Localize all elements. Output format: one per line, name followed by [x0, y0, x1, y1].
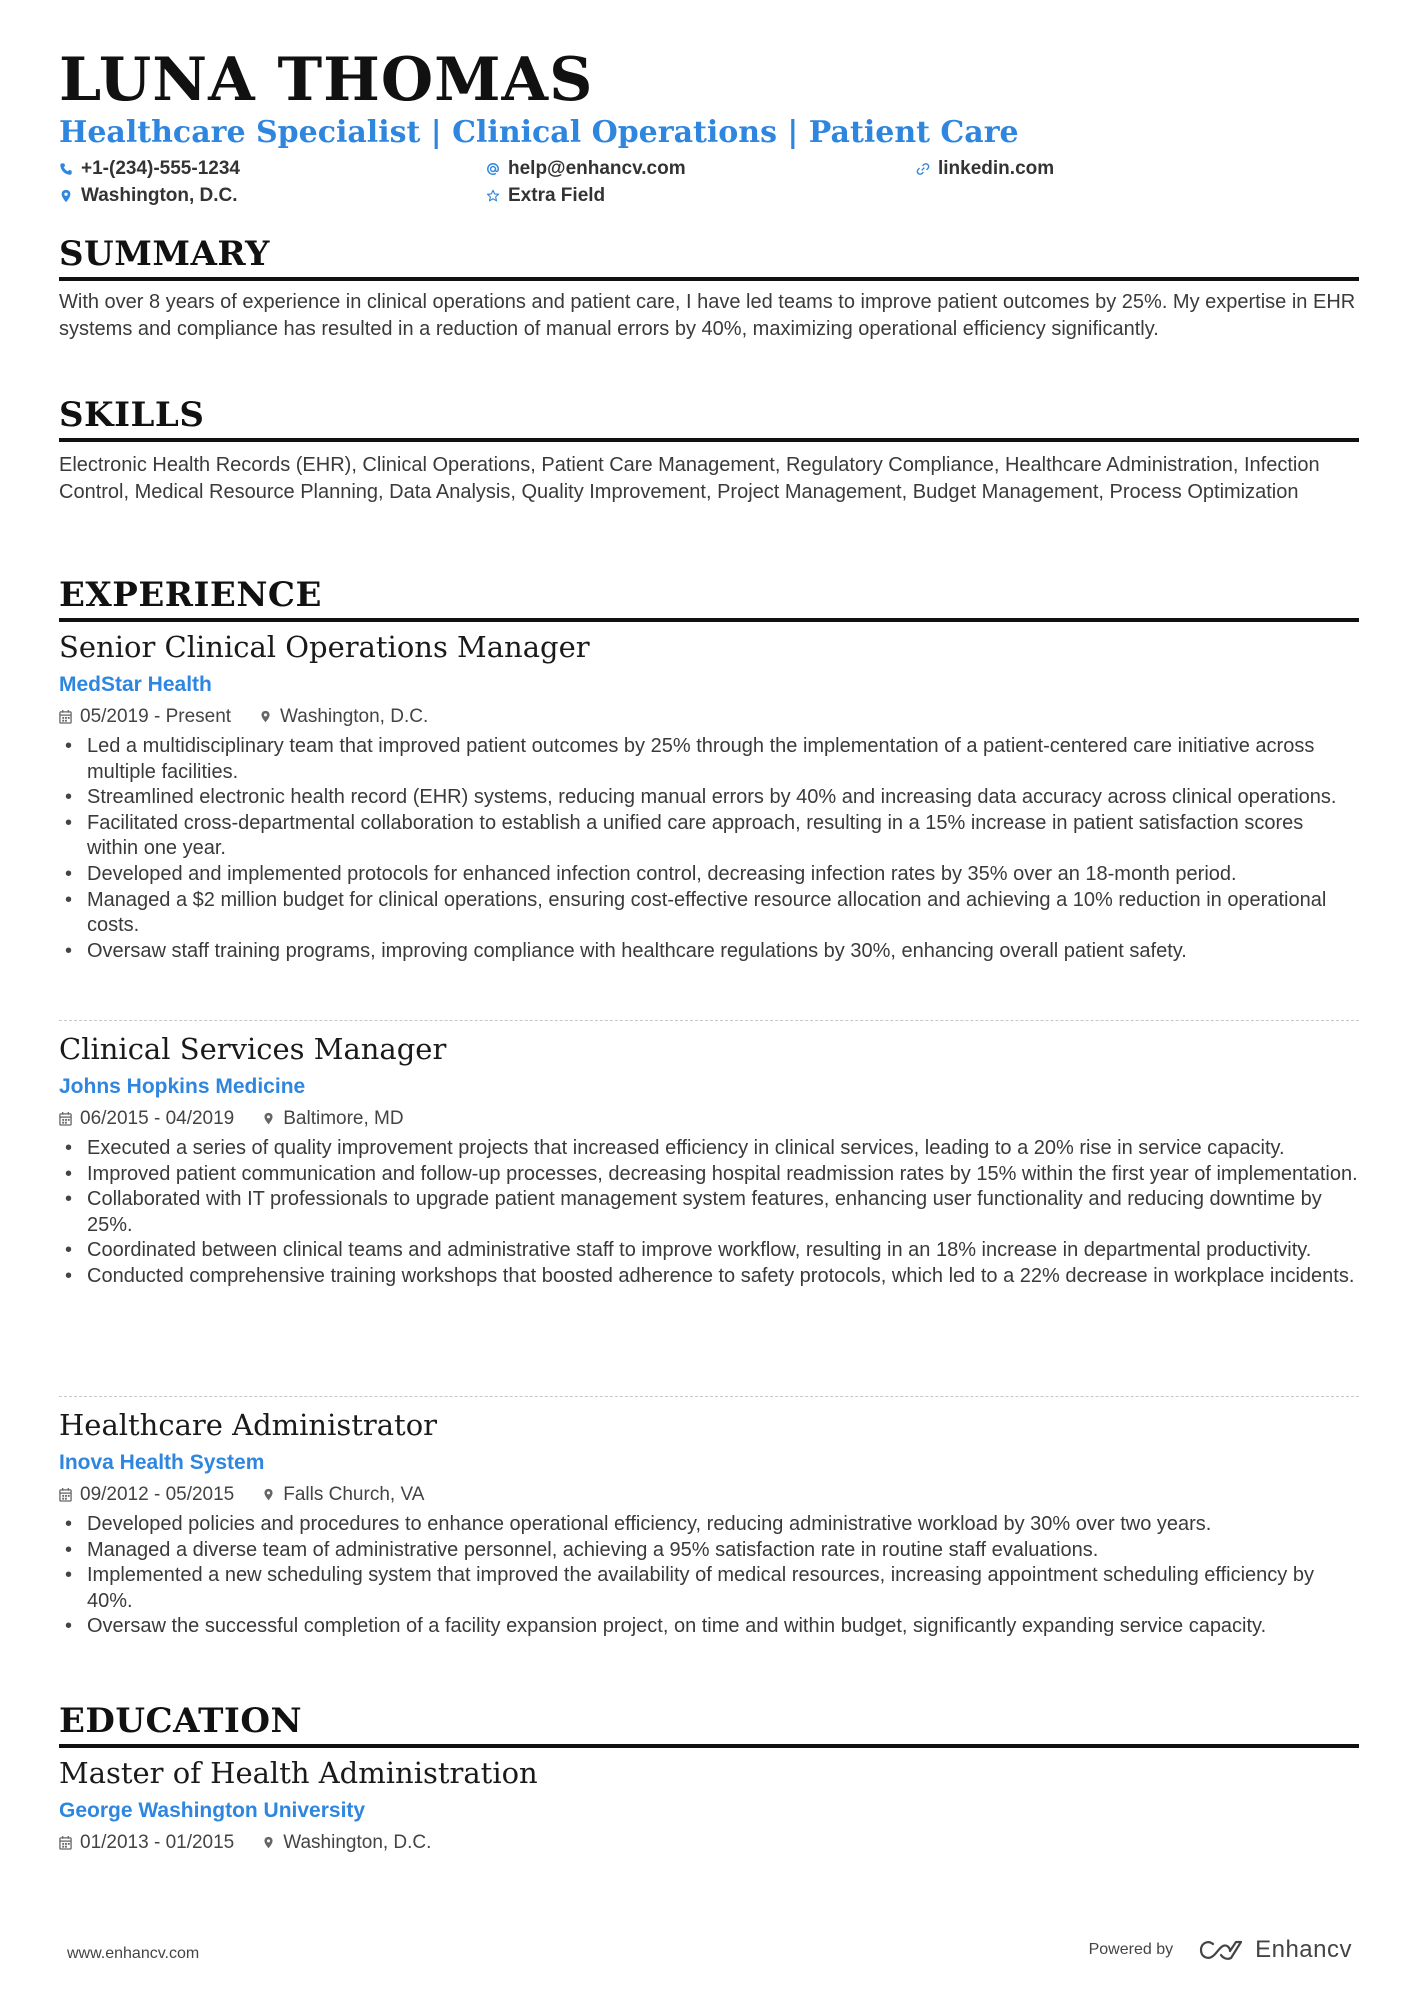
job-location-text: Washington, D.C.: [280, 706, 429, 727]
skills-heading: SKILLS: [59, 398, 1359, 442]
at-sign-icon: [486, 161, 500, 177]
job-title: Clinical Services Manager: [59, 1032, 447, 1066]
job-bullets: [59, 734, 1359, 964]
link-icon: [916, 161, 930, 177]
job-location: [259, 707, 428, 726]
job-dates: 05/2019 - Present: [80, 706, 232, 727]
contact-location: [59, 185, 238, 207]
job-dates: 06/2015 - 04/2019: [80, 1108, 235, 1129]
job-company[interactable]: Inova Health System: [59, 1451, 265, 1474]
calendar-icon: [59, 1835, 72, 1850]
job-bullet: • Streamlined electronic health record (EHR) systems, reducing manual errors by 40% and increasing data accuracy across clinical operations.: [59, 785, 1359, 811]
map-pin-icon: [262, 1835, 275, 1850]
summary-text: With over 8 years of experience in clinical operations and patient care, I have led teams to improve patient outcomes by 25%. My expertise in EHR systems and compliance has resulted in a reduction of manual errors by 40%, maximizing operational efficiency significantly.: [59, 291, 1356, 340]
job-location-text: Falls Church, VA: [283, 1484, 425, 1505]
job-bullet: • Collaborated with IT professionals to upgrade patient management system features, enhancing user functionality and reducing downtime by 25%.: [59, 1187, 1359, 1238]
job-divider: [59, 1396, 1359, 1397]
summary-heading: SUMMARY: [59, 237, 1359, 281]
job-bullet: • Improved patient communication and follow-up processes, decreasing hospital readmission rates by 15% within the first year of implementation.: [59, 1162, 1359, 1188]
summary-section: [59, 234, 1359, 343]
phone-text: +1-(234)-555-1234: [81, 158, 240, 179]
education-meta: [59, 1833, 1359, 1852]
job-bullet: • Implemented a new scheduling system that improved the availability of medical resources, increasing appointment scheduling efficiency by 40%.: [59, 1563, 1359, 1614]
job-dates: 09/2012 - 05/2015: [80, 1484, 235, 1505]
job-entry: [59, 630, 1359, 964]
job-bullet: • Managed a $2 million budget for clinical operations, ensuring cost-effective resource allocation and achieving a 10% reduction in operational costs.: [59, 888, 1359, 939]
calendar-icon: [59, 709, 72, 724]
skills-section: [59, 395, 1359, 506]
job-bullet: • Led a multidisciplinary team that improved patient outcomes by 25% through the implementation of a patient-centered care initiative across multiple facilities.: [59, 734, 1359, 785]
map-pin-icon: [262, 1487, 275, 1502]
job-bullet: • Coordinated between clinical teams and administrative staff to improve workflow, resulting in an 18% increase in departmental productivity.: [59, 1238, 1359, 1264]
job-bullets: [59, 1512, 1359, 1640]
job-location-text: Baltimore, MD: [283, 1108, 404, 1129]
candidate-name: LUNA THOMAS: [59, 45, 594, 115]
job-divider: [59, 1020, 1359, 1021]
job-company[interactable]: MedStar Health: [59, 673, 212, 696]
contact-phone[interactable]: [59, 158, 240, 180]
experience-section: [59, 575, 1359, 622]
education-location-text: Washington, D.C.: [283, 1832, 432, 1853]
contact-linkedin[interactable]: [916, 158, 1054, 180]
job-title: Senior Clinical Operations Manager: [59, 630, 590, 664]
job-location: [262, 1485, 424, 1504]
education-section: [59, 1701, 1359, 1748]
job-location: [262, 1109, 403, 1128]
job-entry: [59, 1408, 1359, 1640]
degree-title: Master of Health Administration: [59, 1756, 538, 1790]
star-icon: [486, 188, 500, 204]
job-title: Healthcare Administrator: [59, 1408, 438, 1442]
map-pin-icon: [262, 1111, 275, 1126]
education-dates: 01/2013 - 01/2015: [80, 1832, 235, 1853]
skills-text: Electronic Health Records (EHR), Clinical Operations, Patient Care Management, Regulatory Compliance, Healthcare Administration, Infection Control, Medical Resource Planning, Data Analysis, Quality Improvement, Project Management, Budget Management, Process Optimization: [59, 454, 1320, 503]
footer-website[interactable]: www.enhancv.com: [67, 1945, 200, 1962]
experience-heading: EXPERIENCE: [59, 578, 1359, 622]
job-bullets: [59, 1136, 1359, 1290]
map-pin-icon: [259, 709, 272, 724]
job-bullet: • Executed a series of quality improvement projects that increased efficiency in clinical services, leading to a 20% rise in service capacity.: [59, 1136, 1359, 1162]
job-meta: [59, 1109, 1359, 1128]
location-text: Washington, D.C.: [81, 185, 238, 206]
contact-email[interactable]: [486, 158, 686, 180]
powered-by-text: Powered by: [1088, 1941, 1174, 1958]
candidate-title: Healthcare Specialist | Clinical Operations | Patient Care: [59, 115, 1019, 150]
job-bullet: • Facilitated cross-departmental collaboration to establish a unified care approach, resulting in a 15% increase in patient satisfaction scores within one year.: [59, 811, 1359, 862]
job-bullet: • Oversaw the successful completion of a facility expansion project, on time and within budget, significantly expanding service capacity.: [59, 1614, 1359, 1640]
school-name[interactable]: George Washington University: [59, 1799, 366, 1822]
job-bullet: • Oversaw staff training programs, improving compliance with healthcare regulations by 30%, enhancing overall patient safety.: [59, 939, 1359, 965]
job-company[interactable]: Johns Hopkins Medicine: [59, 1075, 306, 1098]
job-meta: [59, 1485, 1359, 1504]
email-text: help@enhancv.com: [508, 158, 686, 179]
job-bullet: • Developed policies and procedures to enhance operational efficiency, reducing administrative workload by 30% over two years.: [59, 1512, 1359, 1538]
job-bullet: • Managed a diverse team of administrative personnel, achieving a 95% satisfaction rate in routine staff evaluations.: [59, 1538, 1359, 1564]
extra-field-text: Extra Field: [508, 185, 606, 206]
linkedin-text: linkedin.com: [938, 158, 1055, 179]
education-entry: [59, 1756, 1359, 1853]
map-pin-icon: [59, 188, 73, 204]
education-location: [262, 1833, 431, 1852]
calendar-icon: [59, 1111, 72, 1126]
calendar-icon: [59, 1487, 72, 1502]
education-heading: EDUCATION: [59, 1704, 1359, 1748]
job-bullet: • Conducted comprehensive training workshops that boosted adherence to safety protocols, which led to a 22% decrease in workplace incidents.: [59, 1264, 1359, 1290]
phone-icon: [59, 161, 73, 177]
job-bullet: • Developed and implemented protocols for enhanced infection control, decreasing infection rates by 35% over an 18-month period.: [59, 862, 1359, 888]
footer-powered-by[interactable]: [1089, 1936, 1352, 1964]
job-meta: [59, 707, 1359, 726]
job-entry: [59, 1032, 1359, 1290]
enhancv-logo-icon: [1199, 1938, 1243, 1962]
brand-name: Enhancv: [1255, 1936, 1352, 1963]
contact-extra: [486, 185, 605, 207]
